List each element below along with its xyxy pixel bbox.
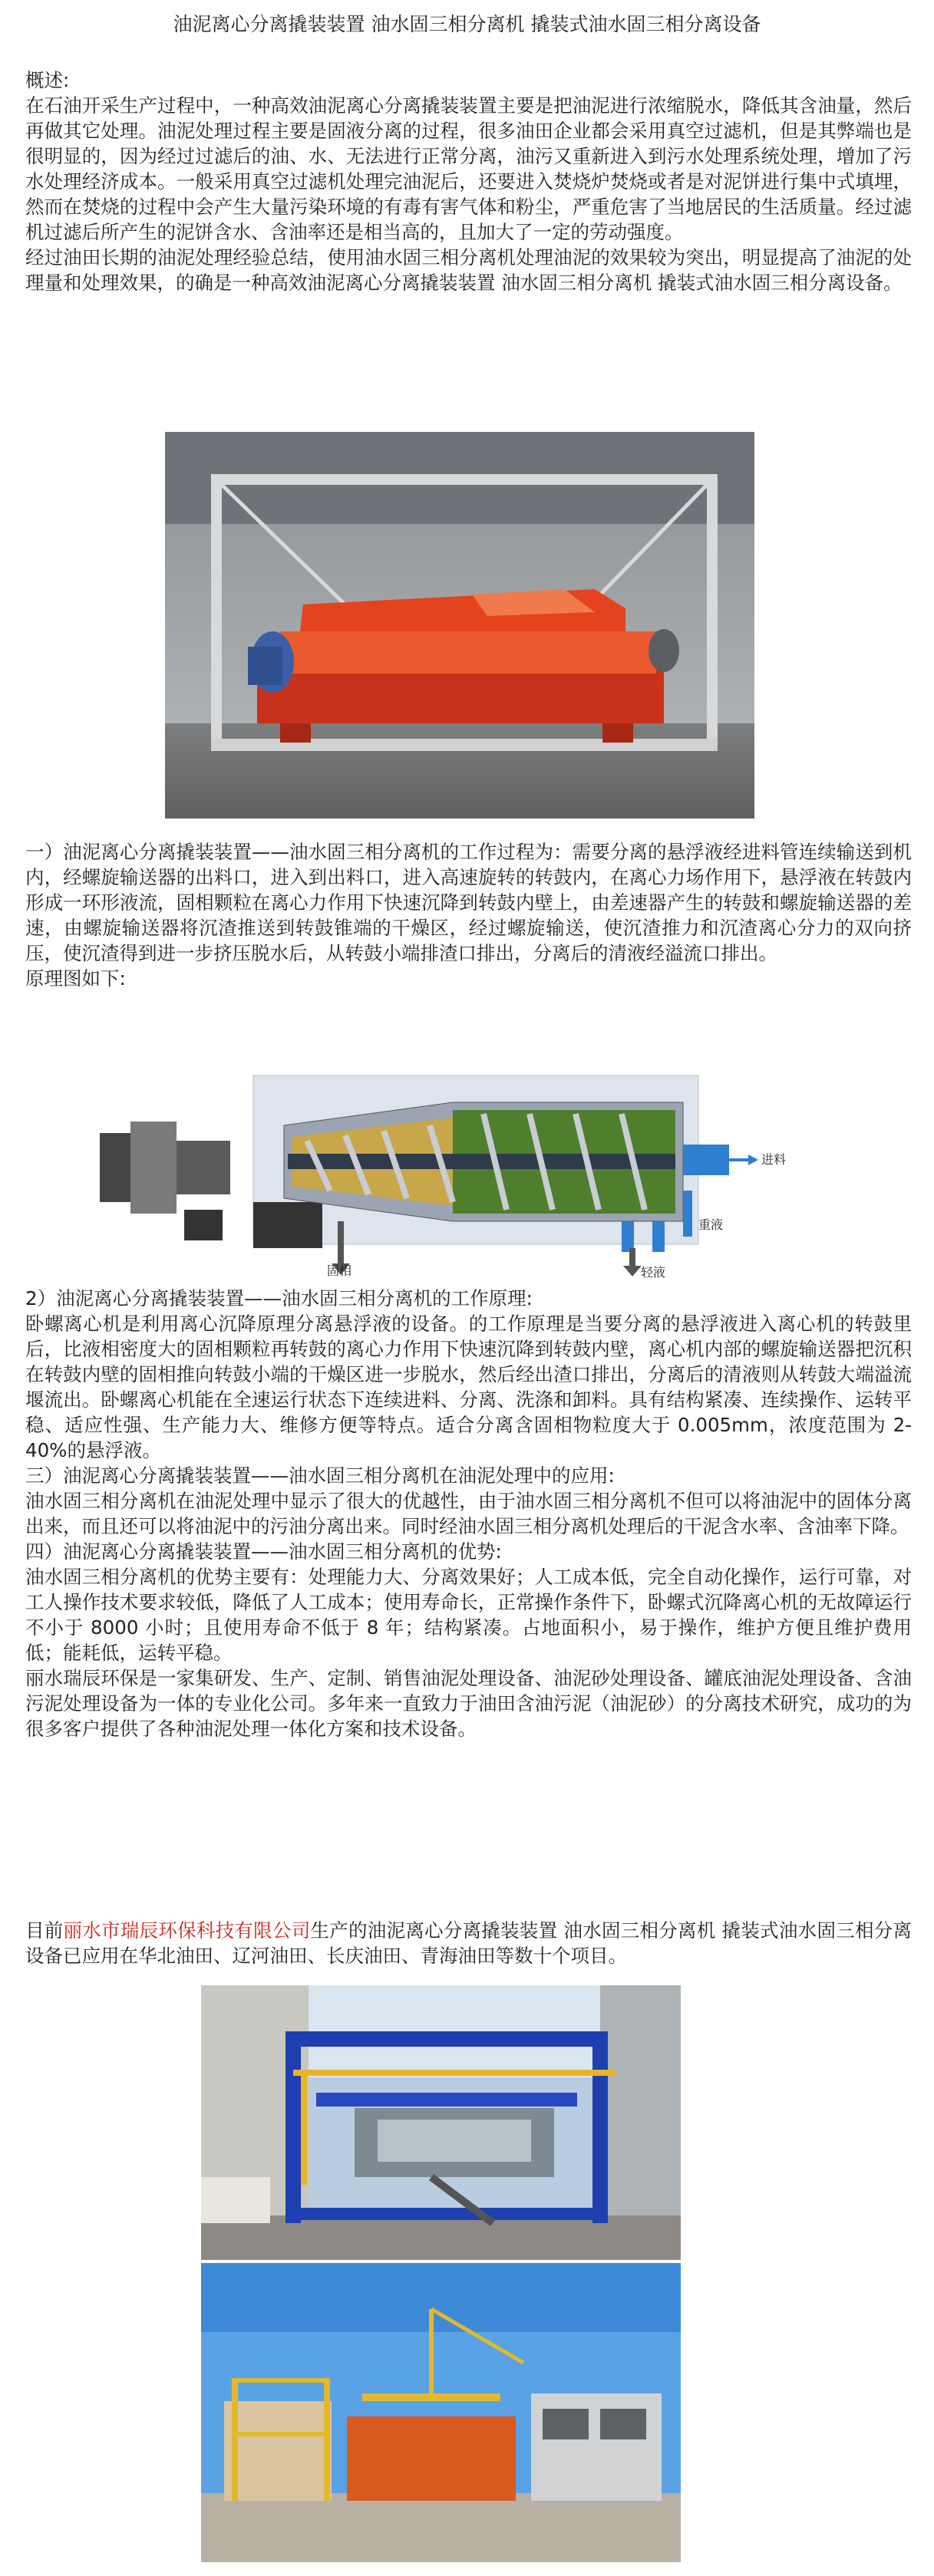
closing-prefix: 目前	[25, 1919, 64, 1942]
section-3-body: 油水固三相分离机在油泥处理中显示了很大的优越性，由于油水固三相分离机不但可以将油泥中的固体分离出来，而且还可以将油泥中的污油分离出来。同时经油水固三相分离机处理后的干泥含水率、含油率下降。	[25, 1490, 912, 1537]
skid-separator-photo	[165, 432, 754, 819]
section-1-text: 一）油泥离心分离撬装装置——油水固三相分离机的工作过程为：需要分离的悬浮液经进料管连续输送到机内，经螺旋输送器的出料口，进入到出料口，进入高速旋转的转鼓内，在离心力场作用下，悬浮液在转鼓内形成一环形液流，固相颗粒在离心力作用下快速沉降到转鼓内壁上，由差速器产生的转鼓和螺旋输送器的差速，由螺旋输送器将沉渣推送到转鼓锥端的干燥区，经过螺旋输送，使沉渣推力和沉渣离心分力的双向挤压，使沉渣得到进一步挤压脱水后，从转鼓小端排渣口排出，分离后的清液经溢流口排出。	[25, 841, 912, 964]
section-2-heading: 2）油泥离心分离撬装装置——油水固三相分离机的工作原理:	[25, 1287, 533, 1309]
blue-frame-installation-photo	[201, 1985, 681, 2260]
section-2-body: 卧螺离心机是利用离心沉降原理分离悬浮液的设备。的工作原理是当要分离的悬浮液进入离心机的转鼓里后，比液相密度大的固相颗粒再转鼓的离心力作用下快速沉降到转鼓内壁，离心机内部的螺旋输送器把沉积在转鼓内壁的固相推向转鼓小端的干燥区进一步脱水，然后经出渣口排出，分离后的清液则从转鼓大端溢流堰流出。卧螺离心机能在全速运行状态下连续进料、分离、洗涤和卸料。具有结构紧凑、连续操作、运转平稳、适应性强、生产能力大、维修方便等特点。适合分离含固相物粒度大于 0.005mm，浓度范围为 2-40%的悬浮液。	[25, 1313, 912, 1461]
overview-label: 概述:	[25, 69, 70, 91]
company-name-link[interactable]: 丽水市瑞辰环保科技有限公司	[63, 1919, 311, 1942]
section-2	[25, 1286, 912, 1741]
section-3-heading: 三）油泥离心分离撬装装置——油水固三相分离机在油泥处理中的应用:	[25, 1464, 615, 1487]
page-title: 油泥离心分离撬装装置 油水固三相分离机 撬装式油水固三相分离设备	[173, 13, 761, 35]
section-4-heading: 四）油泥离心分离撬装装置——油水固三相分离机的优势:	[25, 1540, 502, 1563]
overview-paragraph-2: 经过油田长期的油泥处理经验总结，使用油水固三相分离机处理油泥的效果较为突出，明显提高了油泥的处理量和处理效果，的确是一种高效油泥离心分离撬装装置 油水固三相分离机 撬装式油水固三相分离设备。	[25, 246, 912, 294]
label-solid: 固相	[327, 1263, 352, 1278]
overview-paragraph-1: 在石油开采生产过程中，一种高效油泥离心分离撬装装置主要是把油泥进行浓缩脱水，降低其含油量，然后再做其它处理。油泥处理过程主要是固液分离的过程，很多油田企业都会采用真空过滤机，但是其弊端也是很明显的，因为经过过滤后的油、水、无法进行正常分离，油污又重新进入到污水处理系统处理，增加了污水处理经济成本。一般采用真空过滤机处理完油泥后，还要进入焚烧炉焚烧或者是对泥饼进行集中式填埋，然而在焚烧的过程中会产生大量污染环境的有毒有害气体和粉尘，严重危害了当地居民的生活质量。经过滤机过滤后所产生的泥饼含水、含油率还是相当高的，且加大了一定的劳动强度。	[25, 94, 912, 243]
principle-diagram	[100, 1068, 790, 1283]
label-heavy: 重液	[698, 1217, 724, 1232]
closing-paragraph	[25, 1918, 912, 1968]
section-4-body: 油水固三相分离机的优势主要有：处理能力大、分离效果好；人工成本低，完全自动化操作，运行可靠，对工人操作技术要求较低，降低了人工成本；使用寿命长，正常操作条件下，卧螺式沉降离心机的无故障运行不小于 8000 小时；且使用寿命不低于 8 年；结构紧凑。占地面积小，易于操作，维护方便且维护费用低；能耗低，运转平稳。	[25, 1566, 912, 1664]
label-feed: 进料	[761, 1152, 787, 1167]
label-light: 轻液	[641, 1265, 666, 1280]
section-1	[25, 839, 912, 991]
closing-suffix: 生产的油泥离心分离撬装装置 油水固三相分离机 撬装式油水固三相分离设备已应用在华北油田、辽河油田、长庆油田、青海油田等数十个项目。	[25, 1919, 912, 1967]
overview-block	[25, 68, 912, 295]
company-paragraph: 丽水瑞辰环保是一家集研发、生产、定制、销售油泥处理设备、油泥砂处理设备、罐底油泥处理设备、含油污泥处理设备为一体的专业化公司。多年来一直致力于油田含油污泥（油泥砂）的分离技术研究，成功的为很多客户提供了各种油泥处理一体化方案和技术设备。	[25, 1667, 912, 1740]
diagram-caption: 原理图如下:	[25, 967, 126, 990]
oilfield-site-photo	[201, 2263, 681, 2562]
